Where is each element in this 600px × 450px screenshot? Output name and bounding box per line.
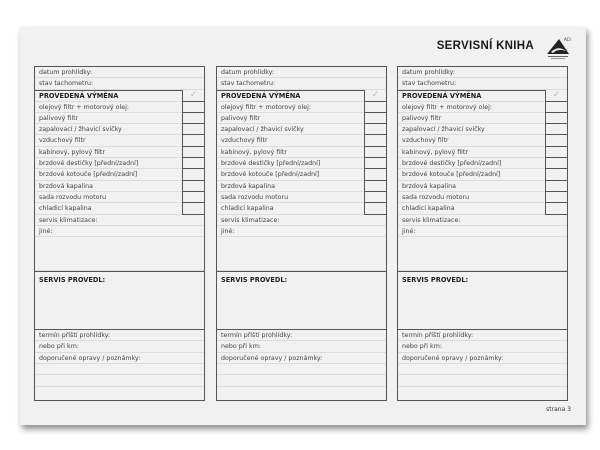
replacement-item-label: brzdová kapalina xyxy=(221,182,275,190)
other-field[interactable]: jiné: xyxy=(35,226,204,237)
replacement-item xyxy=(217,192,386,203)
replacement-item xyxy=(217,181,386,192)
notes-line[interactable] xyxy=(217,364,386,375)
other-field[interactable]: jiné: xyxy=(217,226,386,237)
service-book-page xyxy=(20,27,586,425)
replacement-item xyxy=(398,192,567,203)
notes-line[interactable] xyxy=(398,375,567,386)
replacement-item xyxy=(217,147,386,158)
odometer-field[interactable]: stav tachometru: xyxy=(217,78,386,89)
inspection-date-field[interactable]: datum prohlídky: xyxy=(217,67,386,78)
next-inspection-field[interactable]: termín příští prohlídky: xyxy=(398,330,567,341)
inspection-date-field[interactable]: datum prohlídky: xyxy=(398,67,567,78)
next-inspection-field[interactable]: termín příští prohlídky: xyxy=(35,330,204,341)
replacement-heading xyxy=(217,90,386,102)
replacement-item xyxy=(398,203,567,214)
replacement-item-label: vzduchový filtr xyxy=(402,137,449,145)
recommended-repairs-field[interactable]: doporučené opravy / poznámky: xyxy=(398,353,567,364)
replacement-item xyxy=(35,169,204,180)
replacement-item-label: brzdové destičky [přední/zadní] xyxy=(402,160,502,168)
replacement-item xyxy=(217,158,386,169)
replacement-item xyxy=(398,147,567,158)
inspection-date-field[interactable]: datum prohlídky: xyxy=(35,67,204,78)
replacement-item xyxy=(35,158,204,169)
serviced-by-field[interactable]: SERVIS PROVEDL: xyxy=(217,271,386,330)
replacement-heading xyxy=(398,90,567,102)
replacement-item-label: olejový filtr + motorový olej: xyxy=(39,103,129,111)
replacement-item-label: zapalovací / žhavicí svíčky xyxy=(221,126,304,134)
replacement-item-label: palivový filtr xyxy=(402,114,442,122)
other-line[interactable] xyxy=(217,237,386,271)
replacement-item-label: brzdové kotouče [přední/zadní] xyxy=(221,171,320,179)
replacement-heading xyxy=(35,90,204,102)
recommended-repairs-field[interactable]: doporučené opravy / poznámky: xyxy=(217,353,386,364)
replacement-item-label: zapalovací / žhavicí svíčky xyxy=(39,126,122,134)
replacement-heading-label: PROVEDENÁ VÝMĚNA xyxy=(39,91,119,100)
replacement-item-label: zapalovací / žhavicí svíčky xyxy=(402,126,485,134)
replacement-item xyxy=(217,102,386,113)
replacement-item-label: kabinový, pylový filtr xyxy=(39,148,105,156)
other-field[interactable]: jiné: xyxy=(398,226,567,237)
replacement-item-label: chladicí kapalina xyxy=(221,205,274,213)
replacement-item xyxy=(217,113,386,124)
replacement-item xyxy=(35,102,204,113)
serviced-by-field[interactable]: SERVIS PROVEDL: xyxy=(398,271,567,330)
replacement-item xyxy=(398,113,567,124)
replacement-item xyxy=(398,135,567,146)
svg-text:ACI: ACI xyxy=(564,37,571,42)
check-icon: ✓ xyxy=(364,90,386,102)
odometer-field[interactable]: stav tachometru: xyxy=(398,78,567,89)
replacement-item-label: palivový filtr xyxy=(221,114,261,122)
checkbox[interactable] xyxy=(182,202,204,214)
or-at-km-field[interactable]: nebo při km: xyxy=(217,341,386,352)
replacement-item-label: brzdová kapalina xyxy=(39,182,93,190)
ac-service-field[interactable]: servis klimatizace: xyxy=(35,215,204,226)
notes-line[interactable] xyxy=(217,375,386,386)
replacement-item xyxy=(398,169,567,180)
replacement-item xyxy=(35,192,204,203)
replacement-item-label: brzdová kapalina xyxy=(402,182,456,190)
check-icon: ✓ xyxy=(545,90,567,102)
ac-service-field[interactable]: servis klimatizace: xyxy=(217,215,386,226)
replacement-item-label: sada rozvodu motoru xyxy=(402,193,470,201)
replacement-item xyxy=(217,135,386,146)
replacement-heading-label: PROVEDENÁ VÝMĚNA xyxy=(221,91,301,100)
replacement-item xyxy=(398,124,567,135)
replacement-item-label: chladicí kapalina xyxy=(402,205,455,213)
replacement-item-label: brzdové kotouče [přední/zadní] xyxy=(39,171,138,179)
other-line[interactable] xyxy=(35,237,204,271)
page-title: SERVISNÍ KNIHA xyxy=(436,40,534,52)
service-record-column xyxy=(34,66,205,401)
replacement-item-label: chladicí kapalina xyxy=(39,205,92,213)
checkbox[interactable] xyxy=(545,202,567,214)
page-number: strana 3 xyxy=(546,406,571,413)
replacement-item xyxy=(35,135,204,146)
replacement-item xyxy=(398,158,567,169)
odometer-field[interactable]: stav tachometru: xyxy=(35,78,204,89)
or-at-km-field[interactable]: nebo při km: xyxy=(35,341,204,352)
aci-logo-icon xyxy=(544,35,572,61)
or-at-km-field[interactable]: nebo při km: xyxy=(398,341,567,352)
replacement-item xyxy=(398,102,567,113)
other-line[interactable] xyxy=(398,237,567,271)
replacement-item xyxy=(398,181,567,192)
serviced-by-field[interactable]: SERVIS PROVEDL: xyxy=(35,271,204,330)
replacement-item xyxy=(35,124,204,135)
replacement-item xyxy=(35,113,204,124)
replacement-item-label: olejový filtr + motorový olej: xyxy=(221,103,311,111)
replacement-item-label: vzduchový filtr xyxy=(221,137,268,145)
replacement-item-label: kabinový, pylový filtr xyxy=(221,148,287,156)
replacement-item-label: palivový filtr xyxy=(39,114,79,122)
replacement-item-label: brzdové destičky [přední/zadní] xyxy=(39,160,139,168)
replacement-item-label: sada rozvodu motoru xyxy=(39,193,107,201)
notes-line[interactable] xyxy=(35,375,204,386)
notes-line[interactable] xyxy=(35,364,204,375)
replacement-item xyxy=(217,124,386,135)
replacement-item xyxy=(35,203,204,214)
replacement-item-label: brzdové destičky [přední/zadní] xyxy=(221,160,321,168)
checkbox[interactable] xyxy=(364,202,386,214)
replacement-item-label: kabinový, pylový filtr xyxy=(402,148,468,156)
replacement-item-label: brzdové kotouče [přední/zadní] xyxy=(402,171,501,179)
service-record-column xyxy=(216,66,387,401)
recommended-repairs-field[interactable]: doporučené opravy / poznámky: xyxy=(35,353,204,364)
replacement-item xyxy=(217,203,386,214)
replacement-item xyxy=(35,147,204,158)
replacement-item-label: vzduchový filtr xyxy=(39,137,86,145)
replacement-item xyxy=(217,169,386,180)
notes-line[interactable] xyxy=(398,364,567,375)
service-record-column xyxy=(397,66,568,401)
ac-service-field[interactable]: servis klimatizace: xyxy=(398,215,567,226)
replacement-item-label: sada rozvodu motoru xyxy=(221,193,289,201)
check-icon: ✓ xyxy=(182,90,204,102)
replacement-item xyxy=(35,181,204,192)
replacement-heading-label: PROVEDENÁ VÝMĚNA xyxy=(402,91,482,100)
next-inspection-field[interactable]: termín příští prohlídky: xyxy=(217,330,386,341)
replacement-item-label: olejový filtr + motorový olej: xyxy=(402,103,492,111)
